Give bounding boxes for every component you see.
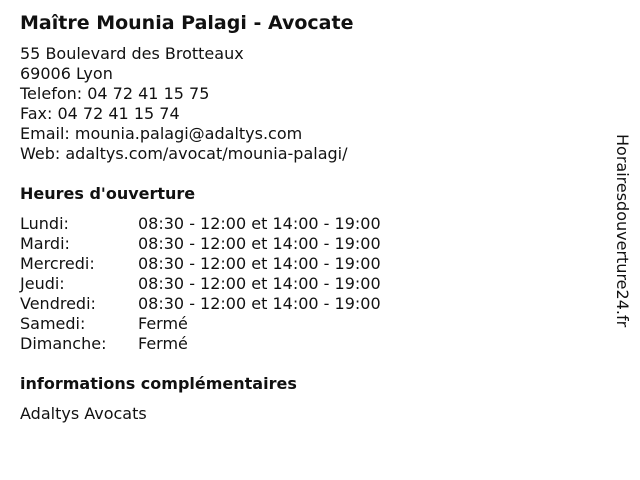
address-city: 69006 Lyon (20, 64, 113, 83)
day-label: Vendredi: (20, 294, 96, 313)
time-value: 08:30 - 12:00 et 14:00 - 19:00 (138, 214, 381, 233)
info-text: Adaltys Avocats (20, 404, 147, 423)
time-value: Fermé (138, 314, 188, 333)
address-street: 55 Boulevard des Brotteaux (20, 44, 244, 63)
email-address[interactable]: Email: mounia.palagi@adaltys.com (20, 124, 303, 143)
website-link[interactable]: Web: adaltys.com/avocat/mounia-palagi/ (20, 144, 348, 163)
time-value: 08:30 - 12:00 et 14:00 - 19:00 (138, 254, 381, 273)
page-title: Maître Mounia Palagi - Avocate (20, 12, 354, 34)
fax-number: Fax: 04 72 41 15 74 (20, 104, 180, 123)
day-label: Mercredi: (20, 254, 95, 273)
time-value: 08:30 - 12:00 et 14:00 - 19:00 (138, 294, 381, 313)
time-value: Fermé (138, 334, 188, 353)
hours-heading: Heures d'ouverture (20, 184, 196, 203)
time-value: 08:30 - 12:00 et 14:00 - 19:00 (138, 274, 381, 293)
phone-number[interactable]: Telefon: 04 72 41 15 75 (20, 84, 210, 103)
day-label: Mardi: (20, 234, 70, 253)
day-label: Dimanche: (20, 334, 107, 353)
day-label: Lundi: (20, 214, 69, 233)
day-label: Jeudi: (20, 274, 65, 293)
time-value: 08:30 - 12:00 et 14:00 - 19:00 (138, 234, 381, 253)
info-heading: informations complémentaires (20, 374, 297, 393)
contact-block (20, 44, 348, 164)
side-brand-watermark: Horairesdouverture24.fr (613, 134, 632, 328)
day-label: Samedi: (20, 314, 86, 333)
